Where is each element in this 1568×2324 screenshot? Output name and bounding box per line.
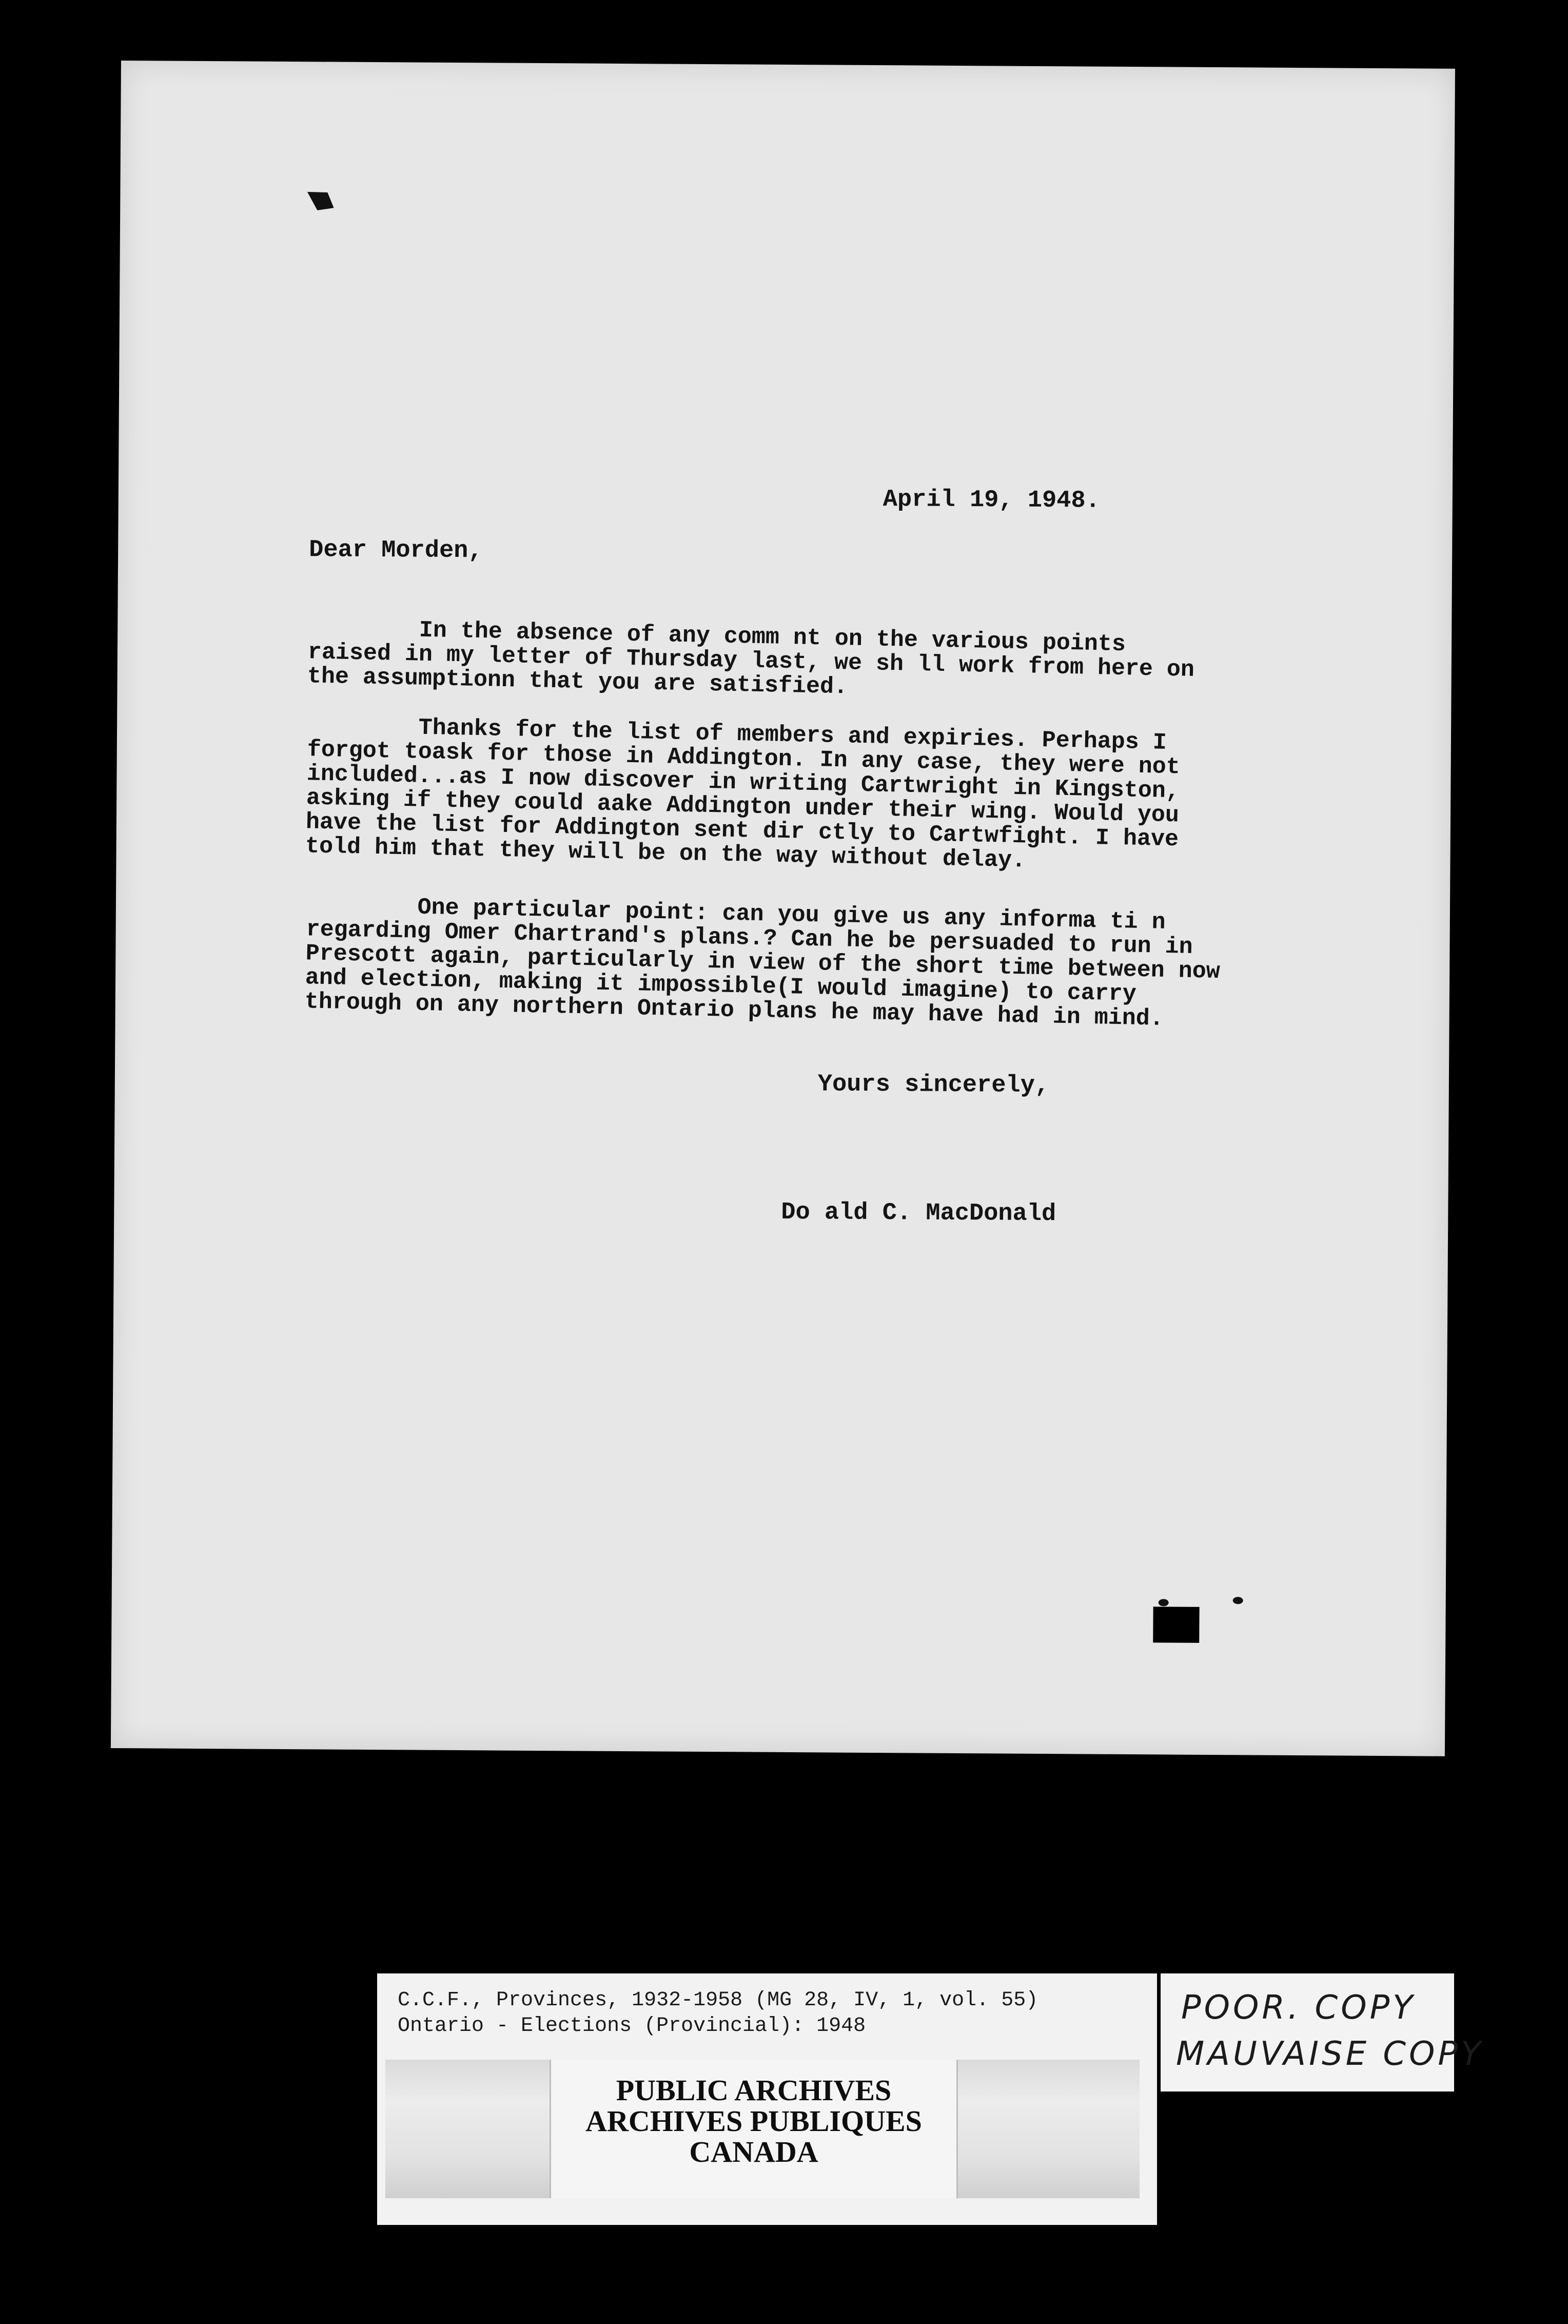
letter-paragraph: One particular point: can you give us any informa ti n regarding Omer Chartrand's plans.? Can he be persuaded to run in Prescott again, particularly in view of the short time between now and election, making it impossible(I would imagine) to carry through on any northern Ontario plans he may have had in mind. [304,892,1221,1032]
handwritten-note-line: POOR. COPY [1181,1989,1416,2027]
page-speck [1233,1597,1243,1604]
stamp-line: CANADA [689,2135,818,2168]
letter-paragraph: Thanks for the list of members and expiries. Perhaps I forgot toask for those in Addington. In any case, they were not included...as I now discover in writing Cartwright in Kingston, asking if they could aake Addington under their wing. Would you have the list for Addington sent dir ctly to Cartwfight. I have told him that they will be on the way without delay. [305,712,1181,874]
page-tear [1153,1606,1199,1643]
stamp-line: PUBLIC ARCHIVES [616,2074,892,2107]
letter-paragraph: In the absence of any comm nt on the various points raised in my letter of Thursday last, we sh ll work from here on the assumptionn that you are satisfied. [307,615,1195,701]
citation-line: Ontario - Elections (Provincial): 1948 [398,2015,866,2038]
poor-copy-note [1161,1973,1484,2091]
letter-date: April 19, 1948. [883,486,1101,515]
citation-line: C.C.F., Provinces, 1932-1958 (MG 28, IV, 1, vol. 55) [398,1989,1038,2012]
page-speck [1159,1599,1169,1606]
letter-page [111,61,1455,1756]
archive-label [377,1973,1157,2225]
letter-salutation: Dear Morden, [309,536,483,565]
ink-blot [302,184,339,216]
archives-stamp [550,2060,958,2198]
handwritten-note-line: MAUVAISE COPY [1176,2035,1484,2073]
letter-closing: Yours sincerely, [817,1071,1050,1100]
stamp-line: ARCHIVES PUBLIQUES [585,2104,922,2138]
stamp-strip [385,2060,1140,2198]
letter-signature: Do ald C. MacDonald [781,1198,1056,1228]
